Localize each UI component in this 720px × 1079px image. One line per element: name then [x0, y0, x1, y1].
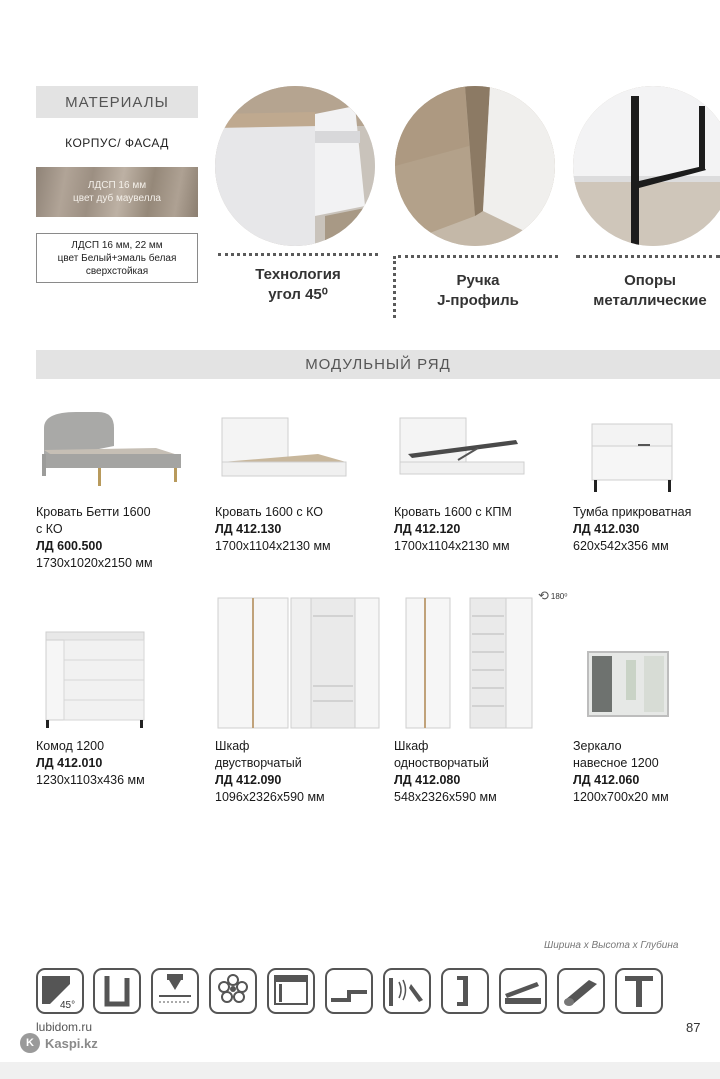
roll-icon	[557, 968, 605, 1014]
product-name: Кровать Бетти 1600	[36, 505, 151, 519]
product-image-wardrobe-double	[216, 596, 382, 735]
product-dims: 620x542x356 мм	[573, 539, 669, 553]
feature-j-line2: J-профиль	[437, 292, 519, 309]
handle-icon	[441, 968, 489, 1014]
product-wardrobe-single	[394, 738, 497, 806]
feature-j-line1: Ручка	[456, 272, 500, 289]
product-name: Шкаф	[394, 739, 429, 753]
product-name-line2: одностворчатый	[394, 756, 489, 770]
swatch-white-line3: сверхстойкая	[85, 265, 149, 277]
product-dims: 1230x1103x436 мм	[36, 773, 145, 787]
swatch-white-line2: цвет Белый+эмаль белая	[57, 252, 177, 264]
bottom-bar	[0, 1062, 720, 1079]
product-dresser	[36, 738, 145, 789]
support-leg-icon	[615, 968, 663, 1014]
product-image-mirror	[586, 650, 670, 725]
product-dims: 548x2326x590 мм	[394, 790, 497, 804]
product-dims: 1700x1104x2130 мм	[394, 539, 510, 553]
product-image-wardrobe-single	[404, 596, 536, 735]
product-bed-betti	[36, 504, 153, 572]
product-bed-ko	[215, 504, 331, 555]
rotation-indicator	[538, 588, 567, 604]
divider-dotted-vertical	[393, 256, 396, 318]
product-name: Зеркало	[573, 739, 622, 753]
product-dims: 1200x700x20 мм	[573, 790, 669, 804]
angle-45-icon	[36, 968, 84, 1014]
product-code: ЛД 412.120	[394, 522, 461, 536]
feature-photo-j-profile	[395, 86, 555, 246]
product-name: Тумба прикроватная	[573, 505, 692, 519]
divider-dotted	[398, 255, 558, 258]
product-name: Кровать 1600 с КО	[215, 505, 323, 519]
swatch-white-line1: ЛДСП 16 мм, 22 мм	[71, 239, 163, 251]
feature-45-line2: угол 45⁰	[268, 286, 328, 303]
kaspi-text: Kaspi.kz	[45, 1035, 98, 1051]
lift-mechanism-icon	[499, 968, 547, 1014]
product-code: ЛД 412.130	[215, 522, 282, 536]
feature-45-line1: Технология	[255, 266, 341, 283]
product-image-bed-kpm	[398, 412, 528, 497]
divider-dotted	[218, 253, 378, 256]
dimensions-note: Ширина х Высота х Глубина	[544, 940, 679, 951]
soft-close-icon	[383, 968, 431, 1014]
page-number: 87	[686, 1020, 701, 1035]
product-code: ЛД 412.060	[573, 773, 640, 787]
flower-icon	[209, 968, 257, 1014]
kaspi-logo-icon: K	[20, 1033, 40, 1053]
material-swatch-white	[36, 233, 198, 283]
feature-label-45-angle	[218, 265, 378, 305]
feature-label-metal-legs	[580, 271, 720, 311]
step-icon	[325, 968, 373, 1014]
product-dims: 1096x2326x590 мм	[215, 790, 325, 804]
product-image-dresser	[42, 628, 147, 733]
product-image-bed-betti	[36, 398, 186, 503]
product-code: ЛД 412.010	[36, 756, 103, 770]
product-code: ЛД 412.090	[215, 773, 282, 787]
swatch-oak-line2: цвет дуб маувелла	[73, 193, 161, 204]
product-wardrobe-double	[215, 738, 325, 806]
product-name: Кровать 1600 с КПМ	[394, 505, 512, 519]
divider-dotted	[576, 255, 720, 258]
kaspi-watermark	[20, 1033, 98, 1053]
feature-label-j-profile	[398, 271, 558, 311]
modular-header: МОДУЛЬНЫЙ РЯД	[36, 350, 720, 379]
footer-site: lubidom.ru	[36, 1020, 93, 1034]
rotate-icon: ⟲	[538, 588, 549, 603]
product-nightstand	[573, 504, 691, 555]
swatch-oak-line1: ЛДСП 16 мм	[87, 180, 147, 191]
product-code: ЛД 600.500	[36, 539, 103, 553]
feature-legs-line2: металлические	[593, 292, 707, 309]
product-dims: 1700x1104x2130 мм	[215, 539, 331, 553]
product-name-line2: с КО	[36, 522, 63, 536]
feature-photo-45-angle	[215, 86, 375, 246]
product-bed-kpm	[394, 504, 512, 555]
feature-legs-line1: Опоры	[624, 272, 676, 289]
product-name: Шкаф	[215, 739, 250, 753]
product-image-nightstand	[588, 420, 678, 500]
materials-header: МАТЕРИАЛЫ	[36, 86, 198, 118]
feature-photo-metal-legs	[573, 86, 720, 246]
material-swatch-oak	[36, 167, 198, 217]
rotation-label: 180⁰	[550, 591, 568, 601]
product-code: ЛД 412.080	[394, 773, 461, 787]
materials-subtitle: КОРПУС/ ФАСАД	[65, 136, 169, 150]
product-name: Комод 1200	[36, 739, 105, 753]
product-code: ЛД 412.030	[573, 522, 640, 536]
j-handle-icon	[93, 968, 141, 1014]
product-name-line2: навесное 1200	[573, 756, 659, 770]
product-name-line2: двустворчатый	[215, 756, 302, 770]
angle-45-label: 45°	[60, 1000, 76, 1011]
product-dims: 1730x1020x2150 мм	[36, 556, 153, 570]
product-image-bed-ko	[218, 410, 348, 495]
edge-press-icon	[151, 968, 199, 1014]
product-mirror	[573, 738, 669, 806]
panel-icon	[267, 968, 315, 1014]
